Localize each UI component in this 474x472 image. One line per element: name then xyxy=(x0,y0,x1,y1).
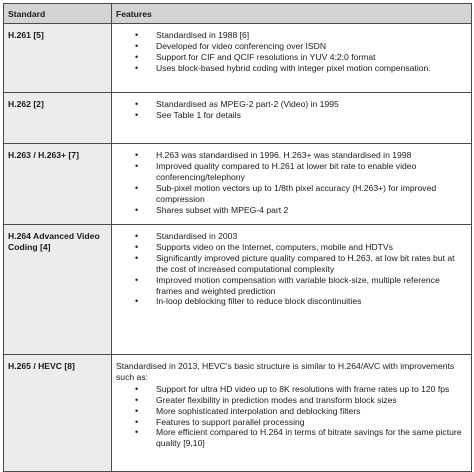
standard-cell: H.264 Advanced Video Coding [4] xyxy=(4,225,112,355)
feature-item: • See Table 1 for details xyxy=(156,110,465,121)
features-cell xyxy=(112,24,472,93)
feature-item: • Features to support parallel processing xyxy=(156,417,465,428)
feature-item: • Shares subset with MPEG-4 part 2 xyxy=(156,205,465,216)
feature-item: • Sub-pixel motion vectors up to 1/8th pixel accuracy (H.263+) for improved compression xyxy=(156,183,465,205)
feature-item: • Support for ultra HD video up to 8K resolutions with frame rates up to 120 fps xyxy=(156,384,465,395)
table-header-row xyxy=(4,4,472,24)
standard-cell: H.263 / H.263+ [7] xyxy=(4,144,112,225)
feature-item: • More sophisticated interpolation and deblocking filters xyxy=(156,406,465,417)
standard-cell: H.261 [5] xyxy=(4,24,112,93)
feature-list xyxy=(116,384,465,449)
feature-item: • Significantly improved picture quality compared to H.263, at low bit rates but at the cost of increased computational complexity xyxy=(156,253,465,275)
feature-item: • In-loop deblocking filter to reduce block discontinuities xyxy=(156,296,465,307)
table-row xyxy=(4,24,472,93)
features-cell xyxy=(112,144,472,225)
feature-list xyxy=(116,150,465,215)
feature-item: • Developed for video conferencing over ISDN xyxy=(156,41,465,52)
table-row xyxy=(4,93,472,144)
feature-item: • Standardised as MPEG-2 part-2 (Video) in 1995 xyxy=(156,99,465,110)
features-cell xyxy=(112,93,472,144)
table-row xyxy=(4,144,472,225)
standard-cell: H.262 [2] xyxy=(4,93,112,144)
table-row xyxy=(4,355,472,472)
features-column-header: Features xyxy=(112,4,472,24)
feature-item: • Greater flexibility in prediction modes and transform block sizes xyxy=(156,395,465,406)
video-standards-table xyxy=(3,3,472,472)
feature-item: • Supports video on the Internet, computers, mobile and HDTVs xyxy=(156,242,465,253)
feature-list xyxy=(116,231,465,307)
feature-intro: Standardised in 2013, HEVC's basic structure is similar to H.264/AVC with improvements such as: xyxy=(116,361,455,382)
standard-cell: H.265 / HEVC [8] xyxy=(4,355,112,472)
feature-list xyxy=(116,99,465,121)
feature-item: • Uses block-based hybrid coding with integer pixel motion compensation. xyxy=(156,63,465,74)
feature-list xyxy=(116,30,465,74)
feature-item: • Improved motion compensation with variable block-size, multiple reference frames and weighted prediction xyxy=(156,275,465,297)
feature-item: • H.263 was standardised in 1996. H.263+ was standardised in 1998 xyxy=(156,150,465,161)
feature-item: • Improved quality compared to H.261 at lower bit rate to enable video conferencing/telephony xyxy=(156,161,465,183)
features-cell xyxy=(112,225,472,355)
features-cell xyxy=(112,355,472,472)
feature-item: • Standardised in 2003 xyxy=(156,231,465,242)
feature-item: • Support for CIF and QCIF resolutions in YUV 4:2:0 format xyxy=(156,52,465,63)
standard-column-header: Standard xyxy=(4,4,112,24)
feature-item: • More efficient compared to H.264 in terms of bitrate savings for the same picture quality [9,10] xyxy=(156,427,465,449)
feature-item: • Standardised in 1988 [6] xyxy=(156,30,465,41)
table-row xyxy=(4,225,472,355)
